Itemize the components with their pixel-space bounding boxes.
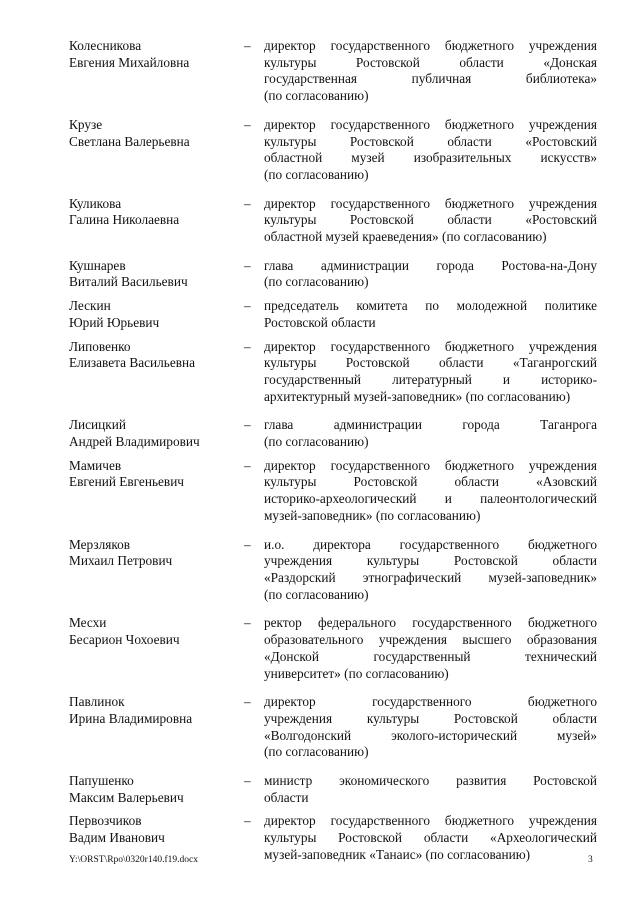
member-name xyxy=(69,298,244,331)
position-line: образовательного учреждения высшего образования xyxy=(264,632,597,648)
member-name xyxy=(69,417,244,450)
member-surname: Мерзляков xyxy=(69,536,131,552)
position-line: (по согласованию) xyxy=(264,586,369,602)
dash-separator: – xyxy=(244,536,251,552)
member-given-names: Евгений Евгеньевич xyxy=(69,474,184,490)
position-line: архитектурный музей-заповедник» (по согласованию) xyxy=(264,388,571,404)
position-line: области xyxy=(264,789,309,805)
position-line: государственная публичная библиотека» xyxy=(264,71,597,87)
member-position xyxy=(264,773,597,806)
member-name xyxy=(69,458,244,525)
member-surname: Месхи xyxy=(69,615,107,631)
member-position xyxy=(264,615,597,682)
position-line: культуры Ростовской области «Донская xyxy=(264,54,597,70)
member-position xyxy=(264,537,597,604)
member-entry xyxy=(69,615,597,682)
member-entry xyxy=(69,38,597,105)
dash-separator: – xyxy=(244,615,251,631)
member-surname: Мамичев xyxy=(69,457,122,473)
member-position xyxy=(264,298,597,331)
position-line: директор государственного бюджетного xyxy=(264,694,597,710)
position-line: директор государственного бюджетного учреждения xyxy=(264,457,597,473)
member-surname: Кушнарев xyxy=(69,257,126,273)
position-line: «Раздорский этнографический музей-заповедник» xyxy=(264,569,597,585)
position-line: (по согласованию) xyxy=(264,434,369,450)
position-line: и.о. директора государственного бюджетного xyxy=(264,536,597,552)
member-given-names: Виталий Васильевич xyxy=(69,274,188,290)
position-line: глава администрации города Ростова-на-Дону xyxy=(264,257,597,273)
member-given-names: Галина Николаевна xyxy=(69,212,180,228)
member-surname: Липовенко xyxy=(69,338,131,354)
member-given-names: Бесарион Чохоевич xyxy=(69,632,180,648)
member-position xyxy=(264,339,597,406)
member-given-names: Максим Валерьевич xyxy=(69,789,184,805)
position-line: министр экономического развития Ростовской xyxy=(264,773,597,789)
position-line: (по согласованию) xyxy=(264,166,369,182)
position-line: директор государственного бюджетного учреждения xyxy=(264,38,597,53)
position-line: директор государственного бюджетного учреждения xyxy=(264,813,597,829)
member-entry xyxy=(69,117,597,184)
member-position xyxy=(264,694,597,761)
position-line: директор государственного бюджетного учреждения xyxy=(264,338,597,354)
member-given-names: Елизавета Васильевна xyxy=(69,355,196,371)
member-surname: Папушенко xyxy=(69,773,134,789)
member-position xyxy=(264,417,597,450)
dash-separator: – xyxy=(244,298,251,314)
member-surname: Куликова xyxy=(69,195,122,211)
position-line: учреждения культуры Ростовской области xyxy=(264,553,597,569)
member-name xyxy=(69,537,244,604)
position-line: глава администрации города Таганрога xyxy=(264,417,597,433)
position-line: «Волгодонский эколого-исторический музей» xyxy=(264,727,597,743)
member-entry xyxy=(69,417,597,450)
dash-separator: – xyxy=(244,457,251,473)
position-line: ректор федерального государственного бюджетного xyxy=(264,615,597,631)
member-entry xyxy=(69,258,597,291)
member-given-names: Андрей Владимирович xyxy=(69,434,200,450)
member-position xyxy=(264,258,597,291)
dash-separator: – xyxy=(244,813,251,829)
page-number: 3 xyxy=(588,855,593,865)
position-line: культуры Ростовской области «Ростовский xyxy=(264,133,597,149)
position-line: председатель комитета по молодежной политике xyxy=(264,298,597,314)
member-name xyxy=(69,694,244,761)
position-line: директор государственного бюджетного учреждения xyxy=(264,195,597,211)
dash-separator: – xyxy=(244,195,251,211)
member-position xyxy=(264,38,597,105)
position-line: (по согласованию) xyxy=(264,274,369,290)
dash-separator: – xyxy=(244,257,251,273)
member-name xyxy=(69,196,244,246)
member-name xyxy=(69,615,244,682)
member-given-names: Евгения Михайловна xyxy=(69,54,190,70)
member-position xyxy=(264,196,597,246)
member-position xyxy=(264,117,597,184)
position-line: музей-заповедник» (по согласованию) xyxy=(264,507,481,523)
position-line: историко-археологический и палеонтологический xyxy=(264,491,597,507)
member-surname: Павлинок xyxy=(69,694,125,710)
member-given-names: Юрий Юрьевич xyxy=(69,314,160,330)
dash-separator: – xyxy=(244,116,251,132)
position-line: (по согласованию) xyxy=(264,744,369,760)
member-surname: Колесникова xyxy=(69,38,142,53)
member-surname: Лескин xyxy=(69,298,111,314)
position-line: музей-заповедник «Танаис» (по согласованию) xyxy=(264,846,531,862)
position-line: «Донской государственный технический xyxy=(264,648,597,664)
member-entry xyxy=(69,537,597,604)
member-entry xyxy=(69,339,597,406)
position-line: областной музей изобразительных искусств» xyxy=(264,150,597,166)
member-entry xyxy=(69,298,597,331)
position-line: культуры Ростовской области «Азовский xyxy=(264,474,597,490)
dash-separator: – xyxy=(244,417,251,433)
member-name xyxy=(69,773,244,806)
position-line: культуры Ростовской области «Таганрогский xyxy=(264,355,597,371)
member-position xyxy=(264,813,597,863)
position-line: государственный литературный и историко- xyxy=(264,371,597,387)
member-given-names: Ирина Владимировна xyxy=(69,710,193,726)
member-given-names: Вадим Иванович xyxy=(69,830,165,846)
member-given-names: Светлана Валерьевна xyxy=(69,133,190,149)
dash-separator: – xyxy=(244,38,251,53)
position-line: учреждения культуры Ростовской области xyxy=(264,710,597,726)
member-surname: Лисицкий xyxy=(69,417,126,433)
member-name xyxy=(69,339,244,406)
member-list xyxy=(69,38,597,871)
member-name xyxy=(69,38,244,105)
member-position xyxy=(264,458,597,525)
member-entry xyxy=(69,694,597,761)
position-line: культуры Ростовской области «Археологический xyxy=(264,830,597,846)
position-line: университет» (по согласованию) xyxy=(264,665,449,681)
dash-separator: – xyxy=(244,694,251,710)
member-entry xyxy=(69,196,597,246)
dash-separator: – xyxy=(244,773,251,789)
member-given-names: Михаил Петрович xyxy=(69,553,173,569)
member-entry xyxy=(69,773,597,806)
member-surname: Первозчиков xyxy=(69,813,142,829)
dash-separator: – xyxy=(244,338,251,354)
position-line: директор государственного бюджетного учреждения xyxy=(264,116,597,132)
member-surname: Крузе xyxy=(69,116,103,132)
position-line: культуры Ростовской области «Ростовский xyxy=(264,212,597,228)
footer-file-path: Y:\ORST\Rpo\0320r140.f19.docx xyxy=(69,855,198,865)
position-line: (по согласованию) xyxy=(264,88,369,104)
position-line: областной музей краеведения» (по согласованию) xyxy=(264,229,547,245)
position-line: Ростовской области xyxy=(264,314,376,330)
member-name xyxy=(69,117,244,184)
member-entry xyxy=(69,458,597,525)
member-name xyxy=(69,258,244,291)
